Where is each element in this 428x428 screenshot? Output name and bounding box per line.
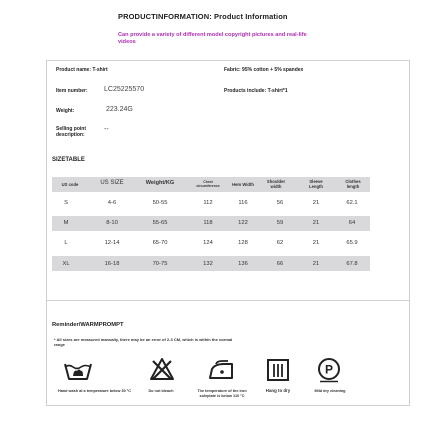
weight-value: 223.24G [106, 106, 133, 113]
dry-clean-icon [316, 357, 342, 383]
table-cell: L [64, 240, 68, 246]
table-cell: 21 [312, 220, 320, 226]
svg-text:P: P [324, 362, 334, 377]
table-cell: S [64, 200, 68, 206]
table-cell: 59 [276, 220, 284, 226]
hang-dry-caption: Hang to dry [265, 388, 291, 393]
size-table-title: SIZETABLE [52, 157, 85, 163]
col-header: Clothes length [345, 179, 361, 189]
selling-point-label: Selling point description: [56, 126, 86, 138]
dry-clean-caption: Mild dry cleaning [314, 389, 346, 393]
table-cell: 132 [203, 261, 213, 267]
table-cell: 56 [276, 200, 284, 206]
page-title: PRODUCTINFORMATION: Product Information [118, 12, 288, 21]
iron-low-icon [206, 358, 236, 382]
table-cell: 21 [312, 240, 320, 246]
table-cell: 65.9 [346, 240, 358, 246]
fabric-label: Fabric: 95% cotton + 5% spandex [224, 67, 304, 73]
table-cell: 70-75 [152, 261, 168, 267]
table-cell: 50-55 [152, 200, 168, 206]
col-header: Weight/KG [145, 180, 175, 186]
table-cell: 64 [348, 220, 356, 226]
info-panel [46, 60, 410, 406]
col-header: US code [61, 182, 79, 187]
header [118, 12, 418, 46]
selling-point-value: -- [104, 126, 109, 133]
hand-wash-caption: Hand wash at a temperature below 30 °C [58, 389, 132, 393]
col-header: Chest circumference [196, 180, 220, 188]
do-not-bleach-icon [149, 357, 175, 381]
table-cell: M [63, 220, 69, 226]
table-cell: 67.8 [346, 261, 358, 267]
table-cell: 124 [203, 240, 213, 246]
hand-wash-icon [62, 358, 94, 382]
do-not-bleach-caption: Do not bleach [148, 389, 174, 393]
table-cell: 8-10 [106, 220, 118, 226]
table-cell: 62 [276, 240, 284, 246]
reminder-title: Reminder/WARMPROMPT [52, 322, 124, 328]
product-name-label: Product name: T-shirt [56, 67, 108, 73]
includes-label: Products include: T-shirt*1 [224, 88, 288, 94]
reminder-note: * All sizes are measured manually, there may be an error of 2-3 CM, which is within the normal range [54, 337, 233, 347]
iron-caption: The temperature of the iron soleplate is below 110 °C [197, 389, 247, 398]
col-header: Shoulder width [266, 179, 286, 189]
page-subtitle: Can provide a variety of different model copyright pictures and real-life videos [118, 32, 307, 45]
table-cell: 112 [203, 200, 213, 206]
table-cell: 4-6 [107, 200, 117, 206]
table-cell: 118 [203, 220, 213, 226]
col-header: US SIZE [100, 180, 124, 186]
table-cell: 65-70 [152, 240, 168, 246]
table-cell: 128 [238, 240, 248, 246]
table-cell: 21 [312, 261, 320, 267]
weight-label: Weight: [56, 108, 75, 114]
table-cell: 21 [312, 200, 320, 206]
table-cell: XL [62, 261, 70, 267]
item-number-label: Item number: [56, 88, 88, 94]
table-cell: 12-14 [104, 240, 120, 246]
col-header: Hem Width [232, 182, 254, 187]
item-number-value: LC25225570 [104, 86, 145, 93]
table-cell: 55-65 [152, 220, 168, 226]
table-cell: 136 [238, 261, 248, 267]
col-header: Sleeve Length [309, 179, 323, 189]
table-cell: 122 [238, 220, 248, 226]
hang-dry-icon [266, 358, 290, 382]
table-cell: 62.1 [346, 200, 358, 206]
divider [46, 300, 410, 301]
table-cell: 66 [276, 261, 284, 267]
table-cell: 116 [238, 200, 248, 206]
table-cell: 16-18 [104, 261, 120, 267]
